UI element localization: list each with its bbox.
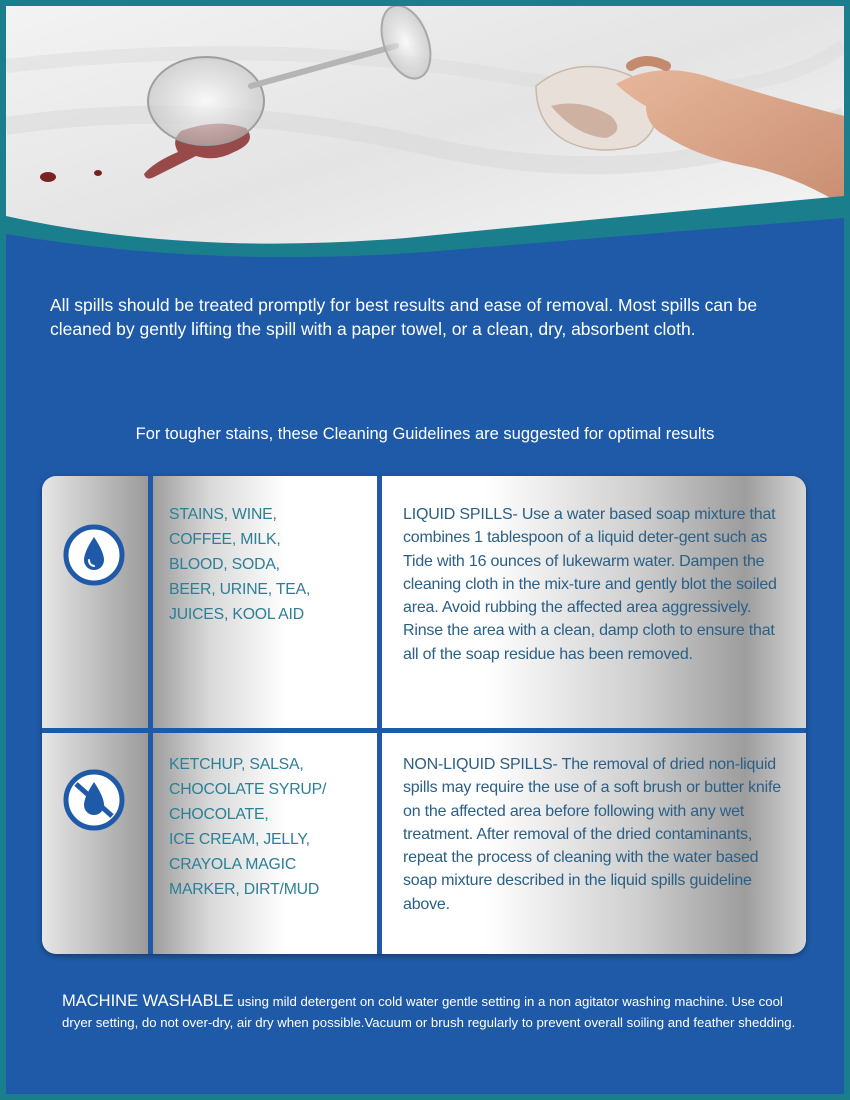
row-divider	[42, 728, 806, 733]
guideline-title: LIQUID SPILLS-	[403, 506, 518, 523]
stain-item: MARKER, DIRT/MUD	[169, 881, 320, 898]
guidelines-subheading: For tougher stains, these Cleaning Guidelines are suggested for optimal results	[135, 425, 715, 443]
guideline-title: NON-LIQUID SPILLS-	[403, 756, 558, 773]
stain-item: CRAYOLA MAGIC	[169, 856, 297, 873]
stain-item: JUICES, KOOL AID	[169, 606, 304, 623]
non-liquid-stain-list	[169, 752, 379, 902]
washing-instructions	[62, 991, 802, 1033]
intro-paragraph: All spills should be treated promptly for best results and ease of removal. Most spills can be cleaned by gently lifting the spill with a paper towel, or a clean, dry, absorbent cloth.	[50, 295, 758, 339]
stain-item: BEER, URINE, TEA,	[169, 581, 311, 598]
stain-item: ICE CREAM, JELLY,	[169, 831, 310, 848]
non-liquid-spills-guideline	[403, 753, 787, 916]
column-divider	[148, 476, 153, 954]
stain-item: CHOCOLATE,	[169, 806, 269, 823]
stain-item: KETCHUP, SALSA,	[169, 756, 304, 773]
spill-illustration	[6, 6, 844, 266]
stain-item: COFFEE, MILK,	[169, 531, 281, 548]
stain-item: BLOOD, SODA,	[169, 556, 280, 573]
machine-washable-label: MACHINE WASHABLE	[62, 992, 234, 1010]
cleaning-guidelines-panel	[42, 476, 806, 954]
no-water-drop-icon	[63, 769, 125, 831]
hero-photo	[6, 6, 844, 266]
liquid-spills-guideline	[403, 503, 787, 666]
washing-instructions-text: using mild detergent on cold water gentle setting in a non agitator washing machine. Use cool dryer setting, do not over-dry, air dry when possible.Vacuum or brush regularly to prevent overall soiling and feather shedding.	[62, 994, 796, 1030]
liquid-stain-list	[169, 502, 379, 627]
stain-item: CHOCOLATE SYRUP/	[169, 781, 327, 798]
guideline-text: Use a water based soap mixture that combines 1 tablespoon of a liquid deter-gent such as Tide with 16 ounces of lukewarm water. Dampen the cleaning cloth in the mix-ture and gently blot the soiled area. Avoid rubbing the affected area aggressively. Rinse the area with a clean, damp cloth to ensure that all of the soap residue has been removed.	[403, 506, 777, 663]
stain-item: STAINS, WINE,	[169, 506, 277, 523]
guideline-text: The removal of dried non-liquid spills may require the use of a soft brush or butter knife on the affected area before following with any wet treatment. After removal of the dried contaminants, repeat the process of cleaning with the water based soap mixture described in the liquid spills guideline above.	[403, 756, 781, 913]
water-drop-icon	[63, 524, 125, 586]
